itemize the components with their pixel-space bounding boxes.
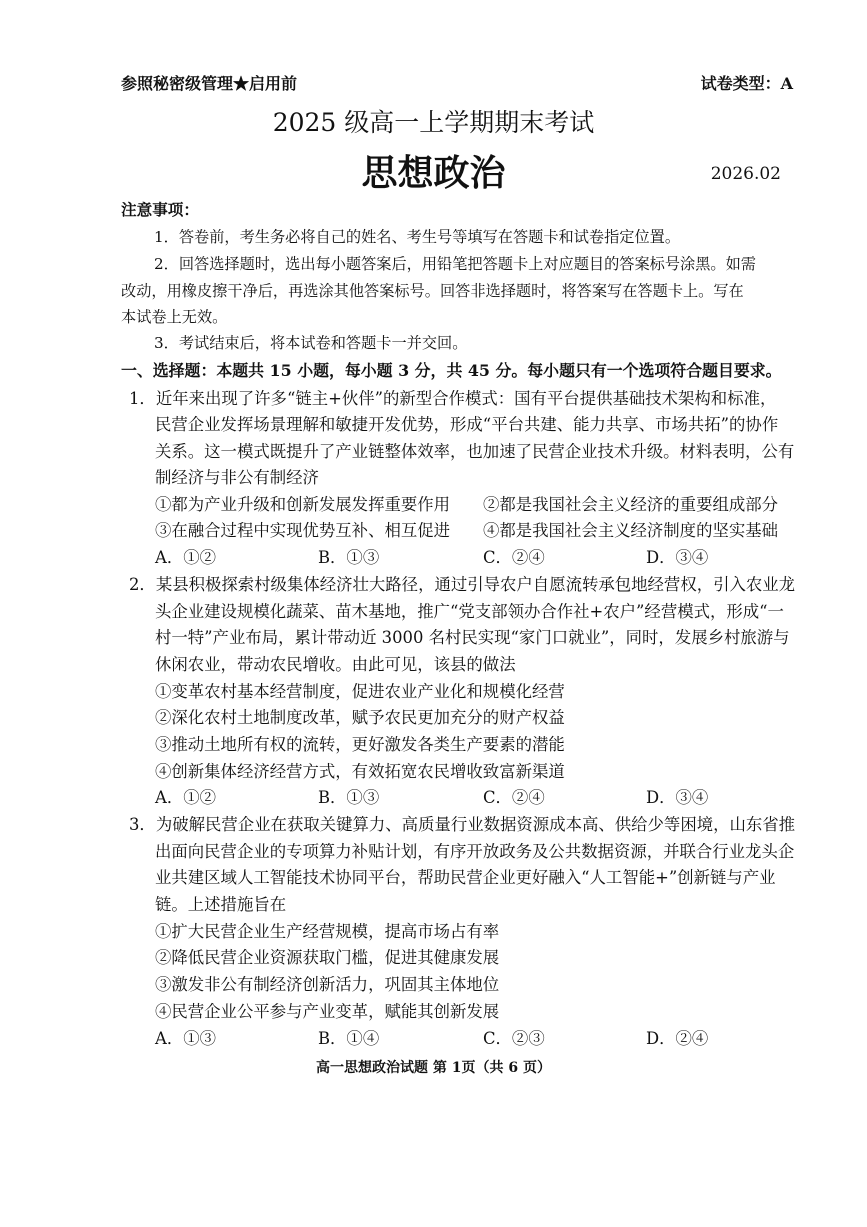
notice-line: 改动，用橡皮擦干净后，再选涂其他答案标号。回答非选择题时，将答案写在答题卡上。写在 <box>121 282 744 300</box>
notice-line: 1．答卷前，考生务必将自己的姓名、考生号等填写在答题卡和试卷指定位置。 <box>154 228 681 246</box>
question-stem-line: 2．某县积极探索村级集体经济壮大路径，通过引导农户自愿流转承包地经营权，引入农业龙 <box>129 575 796 594</box>
question-item: ④创新集体经济经营方式，有效拓宽农民增收致富新渠道 <box>155 762 565 781</box>
answer-option: A．①② <box>155 548 217 567</box>
subject-title: 思想政治 <box>361 152 506 194</box>
exam-date: 2026.02 <box>710 164 781 184</box>
question-stem-line: 业共建区域人工智能技术协同平台，帮助民营企业更好融入“人工智能+”创新链与产业 <box>155 868 776 887</box>
question-item: ④都是我国社会主义经济制度的坚实基础 <box>483 521 779 540</box>
question-stem-line: 头企业建设规模化蔬菜、苗木基地，推广“党支部领办合作社+农户”经营模式，形成“一 <box>155 602 784 621</box>
answer-option: C．②④ <box>483 788 545 807</box>
question-stem-line: 民营企业发挥场景理解和敏捷开发优势，形成“平台共建、能力共享、市场共拓”的协作 <box>155 415 779 434</box>
question-item: ②都是我国社会主义经济的重要组成部分 <box>483 495 779 514</box>
answer-option: B．①④ <box>318 1029 380 1048</box>
question-stem-line: 休闲农业，带动农民增收。由此可见，该县的做法 <box>155 655 516 674</box>
question-item: ③在融合过程中实现优势互补、相互促进 <box>155 521 451 540</box>
question-item: ①扩大民营企业生产经营规模，提高市场占有率 <box>155 922 500 941</box>
answer-option: A．①③ <box>155 1029 217 1048</box>
question-item: ①都为产业升级和创新发展发挥重要作用 <box>155 495 451 514</box>
question-stem-line: 3．为破解民营企业在获取关键算力、高质量行业数据资源成本高、供给少等困境，山东省推 <box>129 815 796 834</box>
answer-option: A．①② <box>155 788 217 807</box>
question-stem-line: 关系。这一模式既提升了产业链整体效率，也加速了民营企业技术升级。材料表明，公有 <box>155 442 795 461</box>
question-item: ②降低民营企业资源获取门槛，促进其健康发展 <box>155 948 500 967</box>
question-item: ②深化农村土地制度改革，赋予农民更加充分的财产权益 <box>155 708 565 727</box>
question-stem-line: 制经济与非公有制经济 <box>155 468 319 487</box>
answer-option: C．②④ <box>483 548 545 567</box>
question-item: ①变革农村基本经营制度，促进农业产业化和规模化经营 <box>155 682 565 701</box>
exam-title: 2025 级高一上学期期末考试 <box>272 108 595 137</box>
question-item: ③激发非公有制经济创新活力，巩固其主体地位 <box>155 975 500 994</box>
question-stem-line: 村一特”产业布局，累计带动近 3000 名村民实现“家门口就业”，同时，发展乡村旅游与 <box>155 628 790 647</box>
notice-line: 本试卷上无效。 <box>121 308 228 326</box>
question-stem-line: 1．近年来出现了许多“链主+伙伴”的新型合作模式：国有平台提供基础技术架构和标准， <box>129 389 777 408</box>
notice-line: 3．考试结束后，将本试卷和答题卡一并交回。 <box>154 334 468 352</box>
question-item: ④民营企业公平参与产业变革，赋能其创新发展 <box>155 1002 500 1021</box>
notice-line: 2．回答选择题时，选出每小题答案后，用铅笔把答题卡上对应题目的答案标号涂黑。如需 <box>154 255 756 273</box>
question-stem-line: 出面向民营企业的专项算力补贴计划，有序开放政务及公共数据资源，并联合行业龙头企 <box>155 842 795 861</box>
answer-option: D．③④ <box>646 788 709 807</box>
notice-heading: 注意事项： <box>121 200 199 219</box>
answer-option: D．③④ <box>646 548 709 567</box>
answer-option: D．②④ <box>646 1029 709 1048</box>
page-footer: 高一思想政治试题 第 1页（共 6 页） <box>316 1060 551 1076</box>
answer-option: C．②③ <box>483 1029 545 1048</box>
answer-option: B．①③ <box>318 548 380 567</box>
question-stem-line: 链。上述措施旨在 <box>155 895 287 914</box>
paper-type-label: 试卷类型：A <box>700 74 793 93</box>
section-heading: 一、选择题：本题共 15 小题，每小题 3 分，共 45 分。每小题只有一个选项符合题目要求。 <box>121 361 782 380</box>
secret-level-note: 参照秘密级管理★启用前 <box>121 74 298 93</box>
answer-option: B．①③ <box>318 788 380 807</box>
question-item: ③推动土地所有权的流转，更好激发各类生产要素的潜能 <box>155 735 565 754</box>
